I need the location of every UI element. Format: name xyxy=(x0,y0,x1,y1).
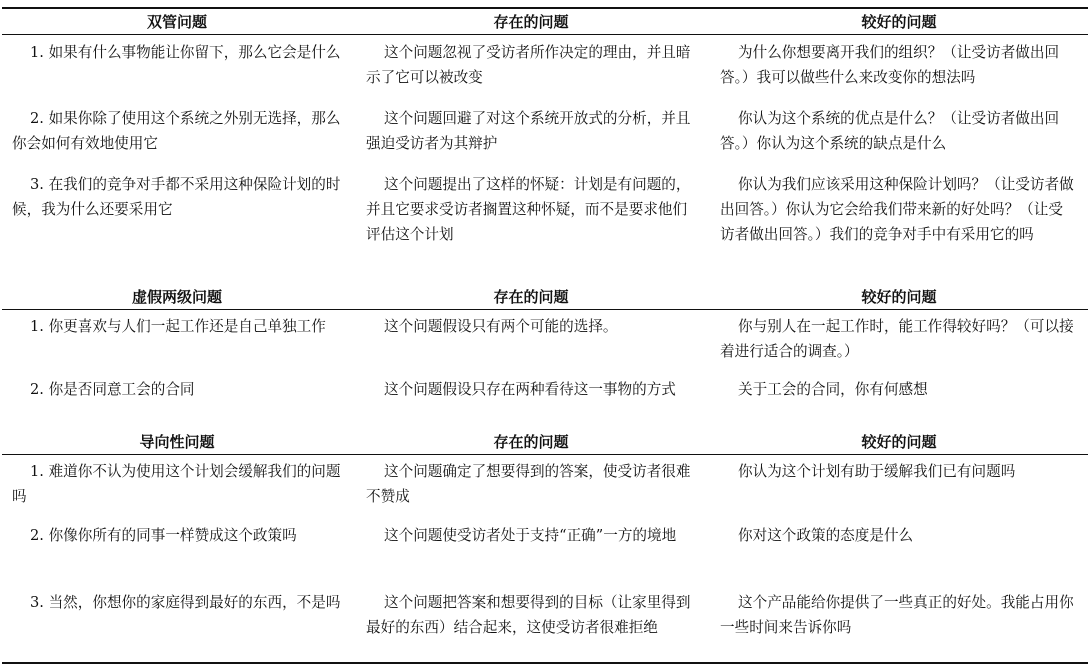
question-cell: 2. 你是否同意工会的合同 xyxy=(30,381,195,398)
table-row xyxy=(0,459,1090,509)
section-header-double-barreled xyxy=(0,12,1090,32)
table-bottom-rule xyxy=(2,662,1088,664)
better-cell: 为什么你想要离开我们的组织？（让受访者做出回答。）我可以做些什么来改变你的想法吗 xyxy=(720,44,1060,86)
table-row xyxy=(0,377,1090,402)
question-cell: 3. 在我们的竞争对手都不采用这种保险计划的时候，我为什么还要采用它 xyxy=(12,176,341,218)
question-cell: 1. 你更喜欢与人们一起工作还是自己单独工作 xyxy=(30,318,326,335)
header-problem: 存在的问题 xyxy=(493,288,569,306)
problem-cell: 这个问题忽视了受访者所作决定的理由，并且暗示了它可以被改变 xyxy=(366,44,691,86)
header-better: 较好的问题 xyxy=(861,288,937,306)
better-cell: 你与别人在一起工作时，能工作得较好吗？（可以接着进行适合的调查。） xyxy=(720,318,1074,360)
question-cell: 3. 当然，你想你的家庭得到最好的东西，不是吗 xyxy=(30,594,341,611)
table-row xyxy=(0,314,1090,364)
better-cell: 你认为我们应该采用这种保险计划吗？（让受访者做出回答。）你认为它会给我们带来新的好处吗？（让受访者做出回答。）我们的竞争对手中有采用它的吗 xyxy=(720,176,1074,243)
header-question-type: 双管问题 xyxy=(146,13,207,31)
better-cell: 关于工会的合同，你有何感想 xyxy=(738,381,928,398)
better-cell: 你认为这个计划有助于缓解我们已有问题吗 xyxy=(738,463,1016,480)
question-cell: 2. 如果你除了使用这个系统之外别无选择，那么你会如何有效地使用它 xyxy=(12,110,341,152)
problem-cell: 这个问题提出了这样的怀疑：计划是有问题的，并且它要求受访者搁置这种怀疑，而不是要求他们评估这个计划 xyxy=(366,176,691,243)
question-cell: 1. 难道你不认为使用这个计划会缓解我们的问题吗 xyxy=(12,463,341,505)
table-row xyxy=(0,172,1090,247)
better-cell: 你认为这个系统的优点是什么？（让受访者做出回答。）你认为这个系统的缺点是什么 xyxy=(720,110,1060,152)
table-row xyxy=(0,590,1090,640)
header-rule xyxy=(2,34,1088,35)
header-question-type: 导向性问题 xyxy=(139,433,215,451)
section-header-false-dichotomy xyxy=(0,287,1090,307)
question-cell: 2. 你像你所有的同事一样赞成这个政策吗 xyxy=(30,527,297,544)
problem-cell: 这个问题把答案和想要得到的目标（让家里得到最好的东西）结合起来，这使受访者很难拒绝 xyxy=(366,594,691,636)
problem-cell: 这个问题假设只有两个可能的选择。 xyxy=(384,318,618,335)
question-cell: 1. 如果有什么事物能让你留下，那么它会是什么 xyxy=(30,44,341,61)
table-row xyxy=(0,106,1090,156)
problem-cell: 这个问题使受访者处于支持“正确”一方的境地 xyxy=(384,527,677,544)
table-row xyxy=(0,40,1090,90)
better-cell: 这个产品能给你提供了一些真正的好处。我能占用你一些时间来告诉你吗 xyxy=(720,594,1074,636)
header-problem: 存在的问题 xyxy=(493,433,569,451)
header-rule xyxy=(2,454,1088,455)
header-better: 较好的问题 xyxy=(861,433,937,451)
table-top-rule xyxy=(2,7,1088,9)
header-better: 较好的问题 xyxy=(861,13,937,31)
section-header-leading xyxy=(0,432,1090,452)
problem-cell: 这个问题回避了对这个系统开放式的分析，并且强迫受访者为其辩护 xyxy=(366,110,691,152)
problem-cell: 这个问题确定了想要得到的答案，使受访者很难不赞成 xyxy=(366,463,691,505)
table-row xyxy=(0,523,1090,548)
header-problem: 存在的问题 xyxy=(493,13,569,31)
better-cell: 你对这个政策的态度是什么 xyxy=(738,527,914,544)
problem-cell: 这个问题假设只存在两种看待这一事物的方式 xyxy=(384,381,676,398)
header-question-type: 虚假两级问题 xyxy=(131,288,222,306)
header-rule xyxy=(2,309,1088,310)
